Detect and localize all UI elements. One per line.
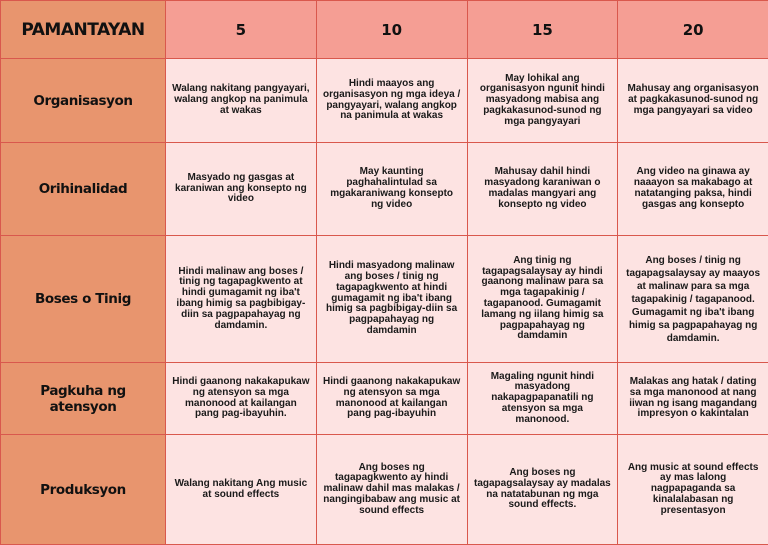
rubric-cell: Ang boses ng tagapagkwento ay hindi malinaw dahil mas malakas / nangingibabaw ang music at sound effects (316, 435, 467, 545)
rubric-cell: Mahusay ang organisasyon at pagkakasunod-sunod ng mga pangyayari sa video (618, 59, 768, 143)
table-row (1, 236, 768, 363)
rubric-cell: May lohikal ang organisasyon ngunit hindi masyadong mabisa ang pagkakasunod-sunod ng mga pangyayari (467, 59, 618, 143)
score-header-20: 20 (618, 1, 768, 59)
score-header-15: 15 (467, 1, 618, 59)
table-row (1, 363, 768, 435)
criterion-label: Produksyon (1, 435, 166, 545)
rubric-cell: Hindi maayos ang organisasyon ng mga ideya / pangyayari, walang angkop na panimula at wakas (316, 59, 467, 143)
score-header-10: 10 (316, 1, 467, 59)
rubric-cell: Hindi malinaw ang boses / tinig ng tagapagkwento at hindi gumagamit ng iba't ibang himig sa pagbibigay-diin sa pagpapahayag ng damdamin. (166, 236, 317, 363)
rubric-cell: Magaling ngunit hindi masyadong nakapagpapanatili ng atensyon sa mga manonood. (467, 363, 618, 435)
rubric-cell: Hindi gaanong nakakapukaw ng atensyon sa mga manonood at kailangan pang pag-ibayuhin. (166, 363, 317, 435)
criterion-label: Boses o Tinig (1, 236, 166, 363)
score-header-5: 5 (166, 1, 317, 59)
rubric-cell: Masyado ng gasgas at karaniwan ang konsepto ng video (166, 143, 317, 236)
rubric-cell: Ang music at sound effects ay mas lalong nagpapaganda sa kinalalabasan ng presentasyon (618, 435, 768, 545)
rubric-cell: Mahusay dahil hindi masyadong karaniwan o madalas mangyari ang konsepto ng video (467, 143, 618, 236)
rubric-cell: Walang nakitang pangyayari, walang angkop na panimula at wakas (166, 59, 317, 143)
table-row (1, 143, 768, 236)
criterion-label: Orihinalidad (1, 143, 166, 236)
rubric-cell: Hindi masyadong malinaw ang boses / tinig ng tagapagkwento at hindi gumagamit ng iba't ibang himig sa pagbibigay-diin sa pagpapahayag ng damdamin (316, 236, 467, 363)
table-row (1, 59, 768, 143)
table-row (1, 435, 768, 545)
header-row (1, 1, 768, 59)
rubric-cell: Walang nakitang Ang music at sound effects (166, 435, 317, 545)
criterion-label: Pagkuha ng atensyon (1, 363, 166, 435)
rubric-cell: May kaunting paghahalintulad sa mgakaraniwang konsepto ng video (316, 143, 467, 236)
rubric-cell: Ang tinig ng tagapagsalaysay ay hindi gaanong malinaw para sa mga tagapakinig / tagapanood. Gumagamit lamang ng iilang himig sa pagpapahayag ng damdamin (467, 236, 618, 363)
rubric-cell: Hindi gaanong nakakapukaw ng atensyon sa mga manonood at kailangan pang pag-ibayuhin (316, 363, 467, 435)
rubric-cell: Malakas ang hatak / dating sa mga manonood at nang iiwan ng isang magandang impresyon o kakintalan (618, 363, 768, 435)
rubric-cell: Ang video na ginawa ay naaayon sa makabago at natatanging paksa, hindi gasgas ang konsepto (618, 143, 768, 236)
rubric-cell: Ang boses / tinig ng tagapagsalaysay ay maayos at malinaw para sa mga tagapakinig / tagapanood. Gumagamit ng iba't ibang himig sa pagpapahayag ng damdamin. (618, 236, 768, 363)
rubric-cell: Ang boses ng tagapagsalaysay ay madalas na natatabunan ng mga sound effects. (467, 435, 618, 545)
criterion-label: Organisasyon (1, 59, 166, 143)
criteria-header: PAMANTAYAN (1, 1, 166, 59)
